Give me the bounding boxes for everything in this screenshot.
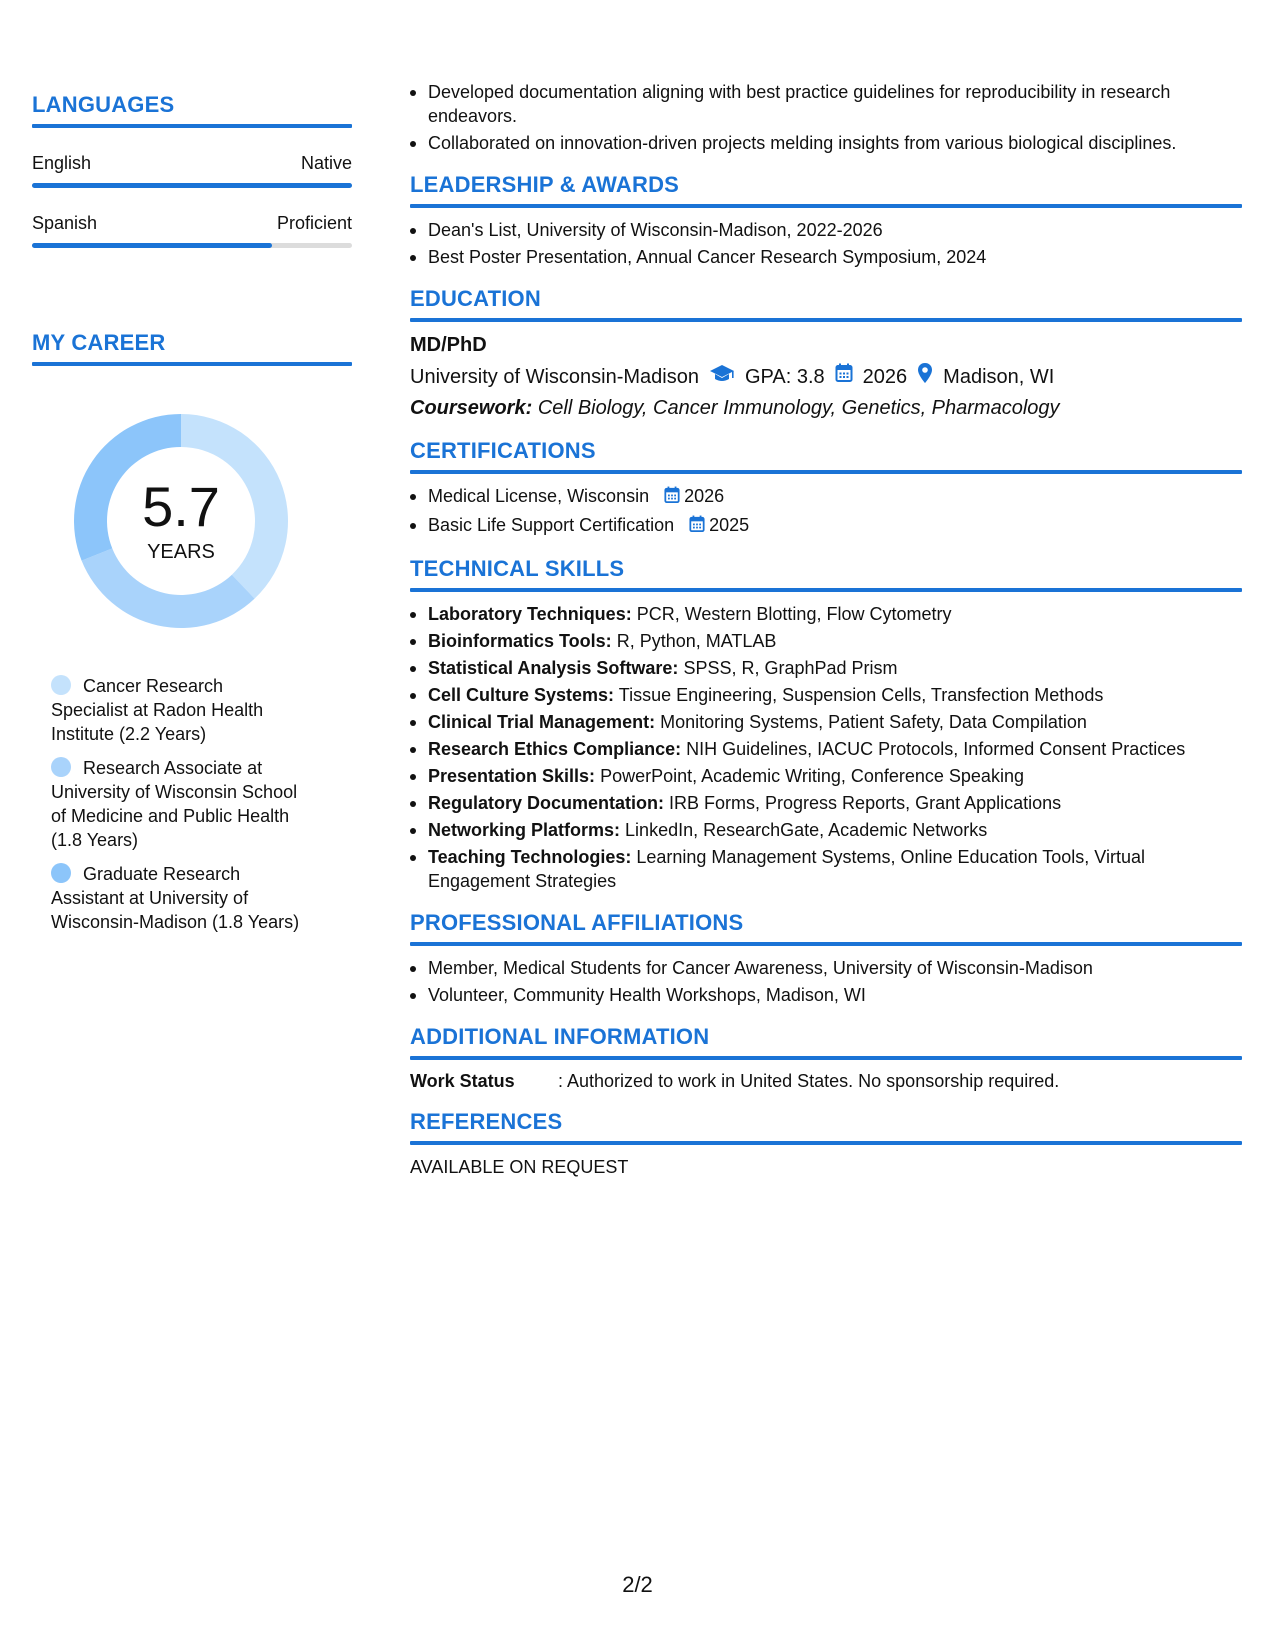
- languages-section: [32, 92, 352, 248]
- skill-label: Laboratory Techniques:: [428, 604, 632, 624]
- section-divider: [32, 124, 352, 128]
- skill-label: Cell Culture Systems:: [428, 685, 615, 705]
- section-divider: [410, 204, 1242, 208]
- list-item: [410, 764, 1242, 788]
- section-divider: [410, 318, 1242, 322]
- section-divider: [410, 470, 1242, 474]
- skill-value: PowerPoint, Academic Writing, Conference Speaking: [600, 766, 1024, 786]
- proficiency-bar: [32, 183, 352, 188]
- list-item: Best Poster Presentation, Annual Cancer Research Symposium, 2024: [410, 245, 1242, 269]
- section-divider: [32, 362, 352, 366]
- language-level: Native: [300, 153, 352, 173]
- career-section: [32, 330, 352, 934]
- education-section: [410, 286, 1242, 421]
- list-item: Volunteer, Community Health Workshops, Madison, WI: [410, 983, 1242, 1007]
- cert-name: Medical License, Wisconsin: [428, 486, 650, 506]
- additional-section: [410, 1024, 1242, 1092]
- skill-label: Regulatory Documentation:: [428, 793, 665, 813]
- legend-dot: [51, 675, 71, 695]
- certifications-title: CERTIFICATIONS: [410, 438, 596, 463]
- coursework-label: Coursework:: [410, 397, 533, 419]
- list-item: [410, 737, 1242, 761]
- list-item: [410, 683, 1242, 707]
- skill-label: Teaching Technologies:: [428, 847, 632, 867]
- career-legend: [32, 674, 302, 934]
- calendar-icon: [689, 515, 705, 539]
- location: Madison, WI: [943, 365, 1055, 388]
- skill-value: Tissue Engineering, Suspension Cells, Transfection Methods: [618, 685, 1104, 705]
- list-item: [410, 818, 1242, 842]
- section-divider: [410, 588, 1242, 592]
- career-unit: YEARS: [147, 540, 215, 563]
- skill-value: LinkedIn, ResearchGate, Academic Networks: [625, 820, 988, 840]
- career-donut-chart: [66, 406, 296, 636]
- list-item: Dean's List, University of Wisconsin-Madison, 2022-2026: [410, 218, 1242, 242]
- skill-value: PCR, Western Blotting, Flow Cytometry: [636, 604, 952, 624]
- section-divider: [410, 1141, 1242, 1145]
- skill-label: Bioinformatics Tools:: [428, 631, 612, 651]
- career-item: [51, 674, 302, 746]
- skill-label: Research Ethics Compliance:: [428, 739, 682, 759]
- cert-name: Basic Life Support Certification: [428, 515, 675, 535]
- main-column: [410, 80, 1242, 1178]
- references-section: [410, 1109, 1242, 1178]
- skill-label: Clinical Trial Management:: [428, 712, 656, 732]
- graduation-cap-icon: [709, 363, 735, 390]
- language-spanish: [32, 212, 352, 248]
- coursework-list: Cell Biology, Cancer Immunology, Genetics, Pharmacology: [537, 397, 1060, 419]
- languages-title: LANGUAGES: [32, 92, 175, 117]
- location-pin-icon: [917, 362, 933, 391]
- page-number: 2/2: [622, 1572, 653, 1597]
- work-status-label: Work Status: [410, 1071, 515, 1091]
- references-title: REFERENCES: [410, 1109, 563, 1134]
- list-item: Member, Medical Students for Cancer Awareness, University of Wisconsin-Madison: [410, 956, 1242, 980]
- list-item: [410, 602, 1242, 626]
- skill-value: Monitoring Systems, Patient Safety, Data Compilation: [660, 712, 1087, 732]
- graduation-year: 2026: [862, 365, 908, 388]
- skills-section: [410, 556, 1242, 893]
- career-item: [51, 756, 302, 852]
- calendar-icon: [664, 486, 680, 510]
- sidebar: [32, 92, 352, 944]
- coursework: [410, 395, 1242, 421]
- skill-label: Networking Platforms:: [428, 820, 621, 840]
- leadership-title: LEADERSHIP & AWARDS: [410, 172, 680, 197]
- list-item: [410, 629, 1242, 653]
- skill-label: Statistical Analysis Software:: [428, 658, 679, 678]
- skill-value: IRB Forms, Progress Reports, Grant Applications: [669, 793, 1062, 813]
- section-divider: [410, 942, 1242, 946]
- list-item: Collaborated on innovation-driven projects melding insights from various biological disciplines.: [410, 131, 1242, 155]
- language-english: [32, 152, 352, 188]
- affiliations-section: [410, 910, 1242, 1007]
- career-total: 5.7: [142, 474, 220, 538]
- affiliations-title: PROFESSIONAL AFFILIATIONS: [410, 910, 744, 935]
- skills-title: TECHNICAL SKILLS: [410, 556, 625, 581]
- career-label: Cancer Research Specialist at Radon Health Institute (2.2 Years): [51, 676, 264, 744]
- list-item: [410, 513, 1242, 539]
- proficiency-fill: [32, 183, 352, 188]
- skill-value: R, Python, MATLAB: [616, 631, 777, 651]
- list-item: [410, 484, 1242, 510]
- list-item: Developed documentation aligning with best practice guidelines for reproducibility in research endeavors.: [410, 80, 1242, 128]
- skills-list: [410, 602, 1242, 893]
- skill-value: SPSS, R, GraphPad Prism: [683, 658, 898, 678]
- education-details: [410, 362, 1242, 391]
- list-item: [410, 710, 1242, 734]
- career-title: MY CAREER: [32, 330, 166, 355]
- skill-label: Presentation Skills:: [428, 766, 596, 786]
- career-item: [51, 862, 302, 934]
- references-text: AVAILABLE ON REQUEST: [410, 1157, 629, 1177]
- experience-bullets: [410, 80, 1242, 155]
- school-name: University of Wisconsin-Madison: [410, 365, 699, 388]
- career-label: Research Associate at University of Wisconsin School of Medicine and Public Health (1.8 Years): [51, 758, 298, 850]
- career-label: Graduate Research Assistant at University of Wisconsin-Madison (1.8 Years): [51, 864, 300, 932]
- proficiency-fill: [32, 243, 272, 248]
- leadership-section: [410, 172, 1242, 269]
- section-divider: [410, 1056, 1242, 1060]
- cert-year: 2025: [709, 515, 750, 535]
- degree: MD/PhD: [410, 334, 487, 356]
- list-item: [410, 656, 1242, 680]
- skill-value: Learning Management Systems, Online Education Tools, Virtual Engagement Strategies: [428, 847, 1145, 891]
- language-name: English: [32, 153, 92, 173]
- cert-year: 2026: [684, 486, 725, 506]
- skill-value: NIH Guidelines, IACUC Protocols, Informed Consent Practices: [686, 739, 1186, 759]
- work-status-value: : Authorized to work in United States. No sponsorship required.: [558, 1071, 1060, 1091]
- certifications-section: [410, 438, 1242, 539]
- list-item: [410, 845, 1242, 893]
- gpa: GPA: 3.8: [744, 365, 825, 388]
- list-item: [410, 791, 1242, 815]
- legend-dot: [51, 863, 71, 883]
- additional-title: ADDITIONAL INFORMATION: [410, 1024, 710, 1049]
- education-title: EDUCATION: [410, 286, 541, 311]
- work-status-row: [410, 1070, 1242, 1092]
- legend-dot: [51, 757, 71, 777]
- proficiency-bar: [32, 243, 352, 248]
- language-name: Spanish: [32, 213, 98, 233]
- calendar-icon: [835, 363, 853, 390]
- language-level: Proficient: [276, 213, 352, 233]
